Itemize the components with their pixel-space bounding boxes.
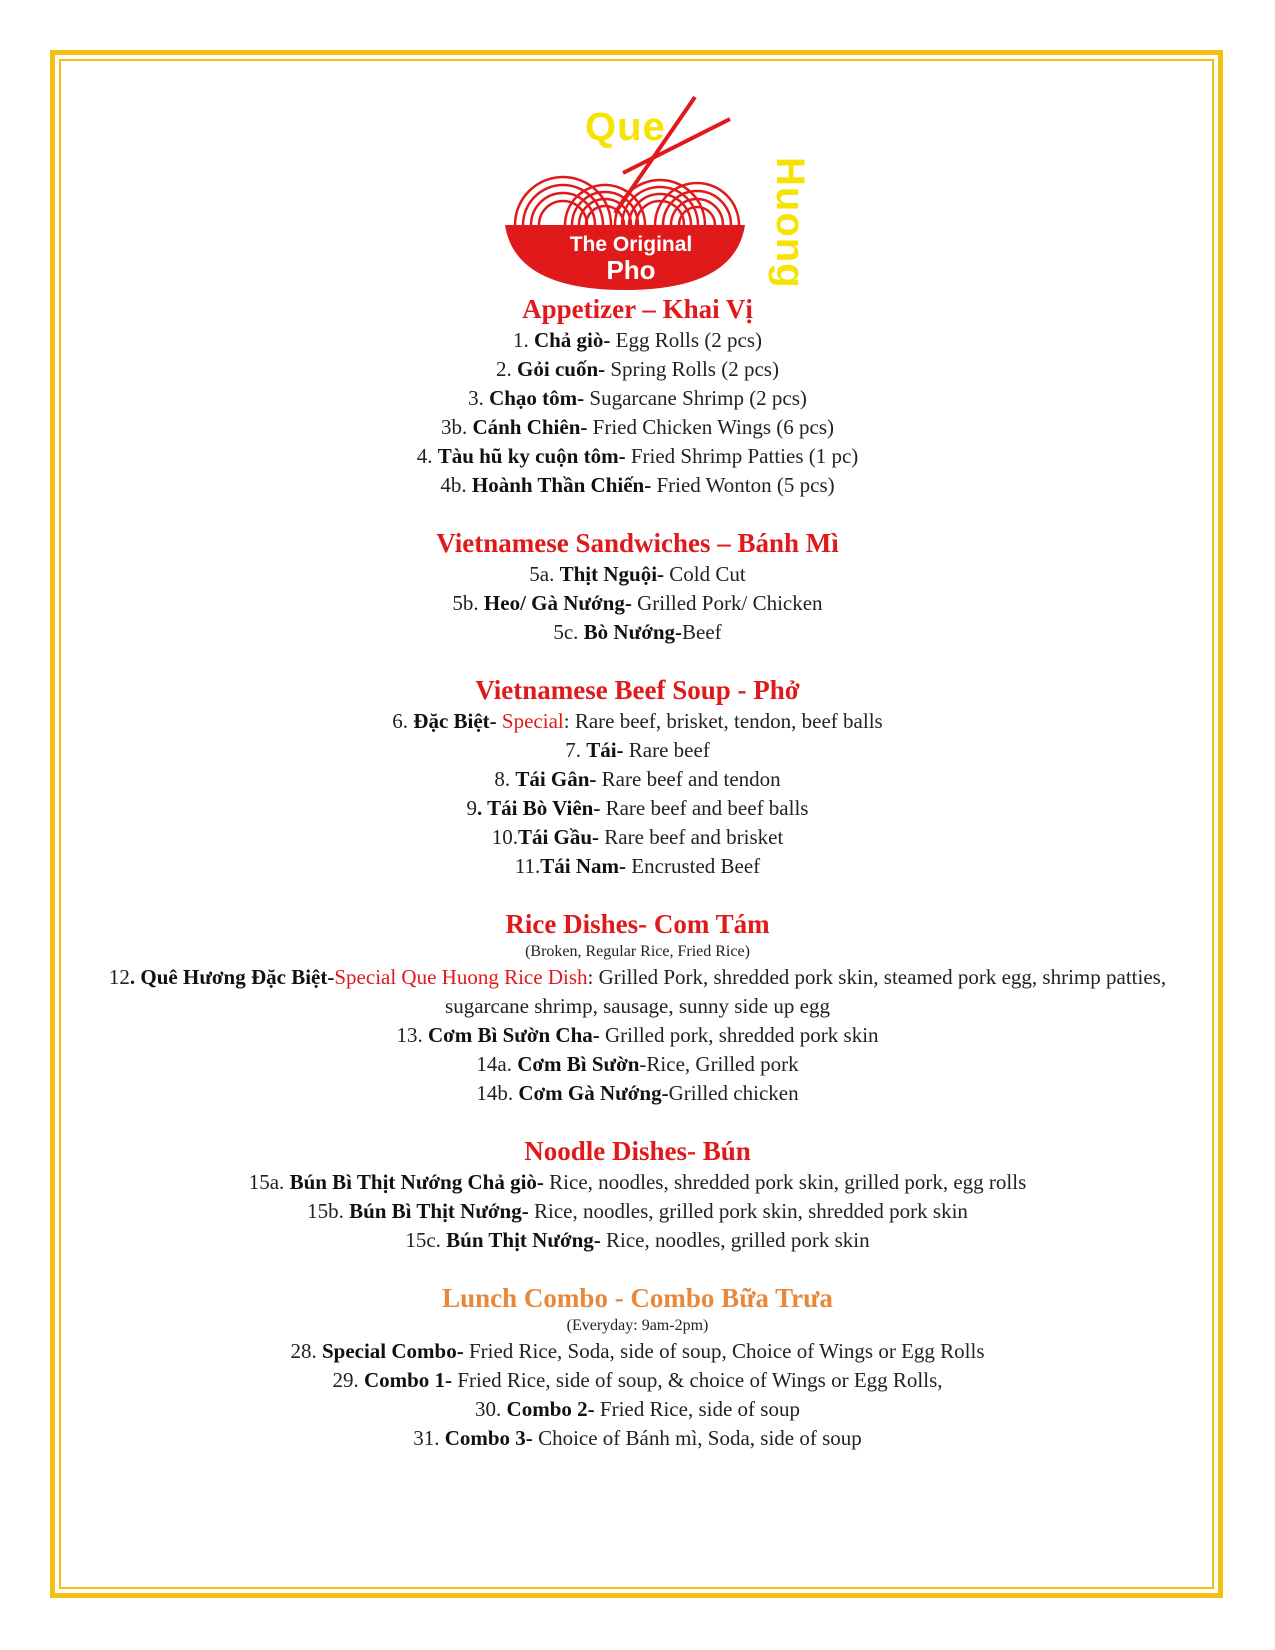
menu-item: 15b. Bún Bì Thịt Nướng- Rice, noodles, grilled pork skin, shredded pork skin bbox=[307, 1199, 968, 1223]
section-title: Noodle Dishes- Bún bbox=[524, 1136, 751, 1166]
menu-item: 10.Tái Gầu- Rare beef and brisket bbox=[491, 825, 784, 849]
section-noodle bbox=[70, 1134, 1205, 1255]
menu-item: 11.Tái Nam- Encrusted Beef bbox=[514, 854, 761, 878]
menu-item: 1. Chả giò- Egg Rolls (2 pcs) bbox=[512, 328, 763, 352]
menu-item: 31. Combo 3- Choice of Bánh mì, Soda, side of soup bbox=[413, 1426, 862, 1450]
menu-item: 4. Tàu hũ ky cuộn tôm- Fried Shrimp Patties (1 pc) bbox=[416, 444, 859, 468]
menu-item: 8. Tái Gân- Rare beef and tendon bbox=[494, 767, 781, 791]
menu-item: 13. Cơm Bì Sườn Cha- Grilled pork, shredded pork skin bbox=[396, 1023, 879, 1047]
menu-item: 5b. Heo/ Gà Nướng- Grilled Pork/ Chicken bbox=[452, 591, 823, 615]
menu-item: 30. Combo 2- Fried Rice, side of soup bbox=[475, 1397, 800, 1421]
menu-item: 5a. Thịt Nguội- Cold Cut bbox=[529, 562, 746, 586]
section-title: Appetizer – Khai Vị bbox=[522, 294, 753, 324]
logo-pho-text: Pho bbox=[606, 255, 656, 285]
menu-item: 15c. Bún Thịt Nướng- Rice, noodles, grilled pork skin bbox=[405, 1228, 870, 1252]
menu-item: 14a. Cơm Bì Sườn-Rice, Grilled pork bbox=[476, 1052, 799, 1076]
menu-item: 14b. Cơm Gà Nướng-Grilled chicken bbox=[476, 1081, 799, 1105]
section-appetizer bbox=[70, 292, 1205, 500]
section-subtitle: (Broken, Regular Rice, Fried Rice) bbox=[525, 943, 750, 960]
section-lunch-combo bbox=[70, 1281, 1205, 1453]
menu-item: 7. Tái- Rare beef bbox=[565, 738, 710, 762]
menu-item: 29. Combo 1- Fried Rice, side of soup, & choice of Wings or Egg Rolls, bbox=[332, 1368, 943, 1392]
section-rice bbox=[70, 907, 1205, 1108]
menu-item: 3. Chạo tôm- Sugarcane Shrimp (2 pcs) bbox=[468, 386, 807, 410]
menu-item: 5c. Bò Nướng-Beef bbox=[553, 620, 722, 644]
menu-item: 2. Gỏi cuốn- Spring Rolls (2 pcs) bbox=[496, 357, 779, 381]
menu-item: 28. Special Combo- Fried Rice, Soda, side of soup, Choice of Wings or Egg Rolls bbox=[290, 1339, 985, 1363]
section-title: Rice Dishes- Com Tám bbox=[505, 909, 770, 939]
menu-item-special: 12. Quê Hương Đặc Biệt-Special Que Huong Rice Dish: Grilled Pork, shredded pork skin, steamed pork egg, shrimp patties, sugarcane shrimp, sausage, sunny side up egg bbox=[108, 965, 1167, 1018]
section-title: Vietnamese Beef Soup - Phở bbox=[475, 675, 800, 705]
menu-item: 3b. Cánh Chiên- Fried Chicken Wings (6 pcs) bbox=[440, 415, 835, 439]
section-pho bbox=[70, 673, 1205, 881]
menu-item: 4b. Hoành Thần Chiến- Fried Wonton (5 pcs) bbox=[440, 473, 835, 497]
menu-item-special: 6. Đặc Biệt- Special: Rare beef, brisket, tendon, beef balls bbox=[392, 709, 883, 733]
menu-item: 15a. Bún Bì Thịt Nướng Chả giò- Rice, noodles, shredded pork skin, grilled pork, egg rolls bbox=[248, 1170, 1027, 1194]
logo-tagline: The Original bbox=[569, 233, 693, 256]
menu-item: 9. Tái Bò Viên- Rare beef and beef balls bbox=[466, 796, 809, 820]
menu-content bbox=[70, 292, 1205, 1453]
logo-que-text: Que bbox=[585, 105, 666, 149]
section-title: Vietnamese Sandwiches – Bánh Mì bbox=[436, 528, 839, 558]
logo-huong-text: Huong bbox=[768, 157, 812, 289]
section-subtitle: (Everyday: 9am-2pm) bbox=[566, 1317, 709, 1334]
section-title: Lunch Combo - Combo Bữa Trưa bbox=[442, 1283, 833, 1313]
section-sandwiches bbox=[70, 526, 1205, 647]
restaurant-logo bbox=[505, 95, 812, 305]
